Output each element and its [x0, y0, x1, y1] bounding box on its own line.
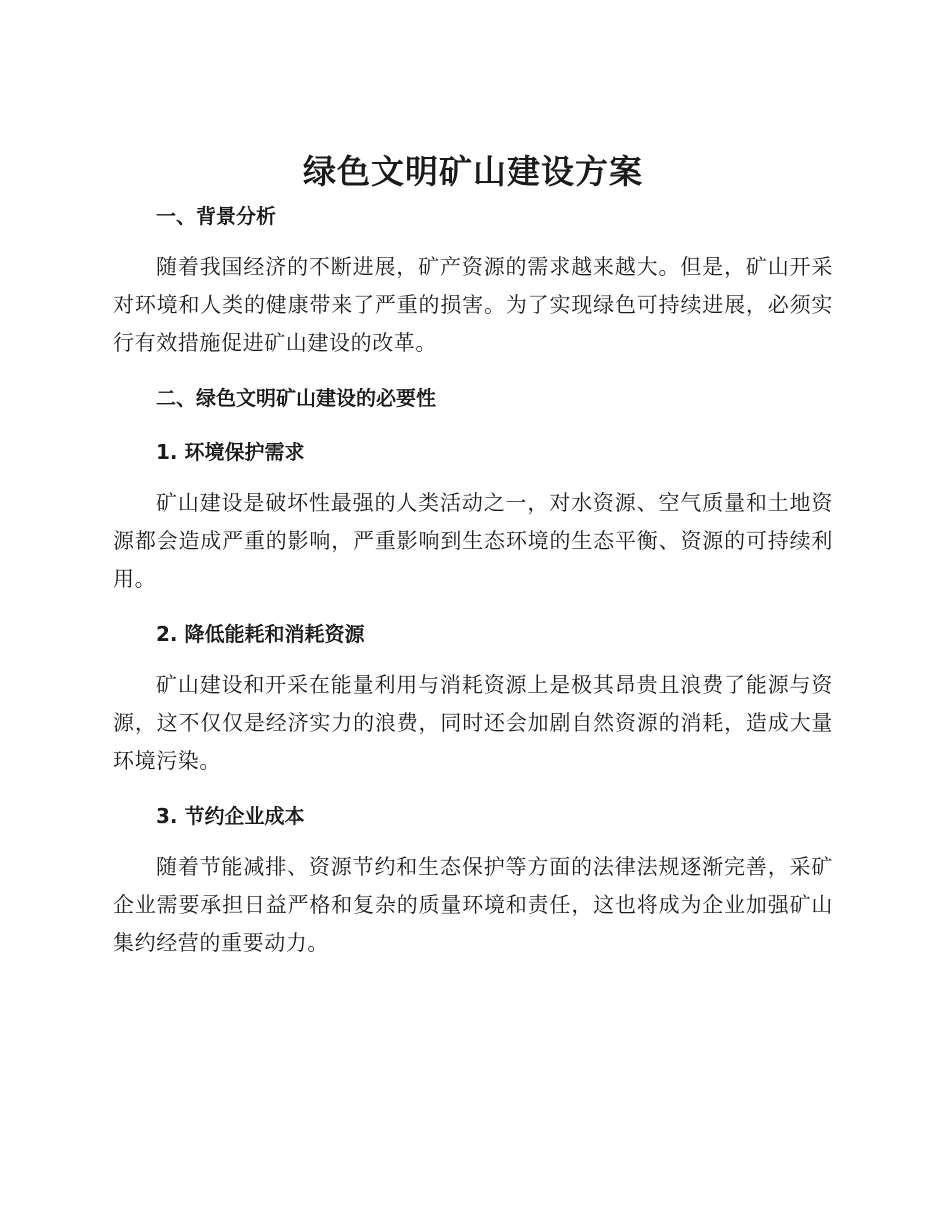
section-heading-background: 一、背景分析 [156, 204, 276, 228]
subsection-paragraph-cost: 随着节能减排、资源节约和生态保护等方面的法律法规逐渐完善，采矿企业需要承担日益严格和复杂的质量环境和责任，这也将成为企业加强矿山集约经营的重要动力。 [113, 855, 833, 955]
subsection-heading-energy: 2. 降低能耗和消耗资源 [156, 622, 365, 646]
document-title: 绿色文明矿山建设方案 [303, 152, 643, 191]
subsection-heading-cost: 3. 节约企业成本 [156, 804, 305, 828]
subsection-heading-environment: 1. 环境保护需求 [156, 440, 305, 464]
subsection-paragraph-energy: 矿山建设和开采在能量利用与消耗资源上是极其昂贵且浪费了能源与资源，这不仅仅是经济实力的浪费，同时还会加剧自然资源的消耗，造成大量环境污染。 [113, 673, 833, 773]
document-body [113, 148, 833, 962]
section-heading-necessity: 二、绿色文明矿山建设的必要性 [156, 386, 436, 410]
subsection-paragraph-environment: 矿山建设是破坏性最强的人类活动之一，对水资源、空气质量和土地资源都会造成严重的影响，严重影响到生态环境的生态平衡、资源的可持续利用。 [113, 491, 833, 591]
section-paragraph-background: 随着我国经济的不断进展，矿产资源的需求越来越大。但是，矿山开采对环境和人类的健康带来了严重的损害。为了实现绿色可持续进展，必须实行有效措施促进矿山建设的改革。 [113, 255, 833, 355]
